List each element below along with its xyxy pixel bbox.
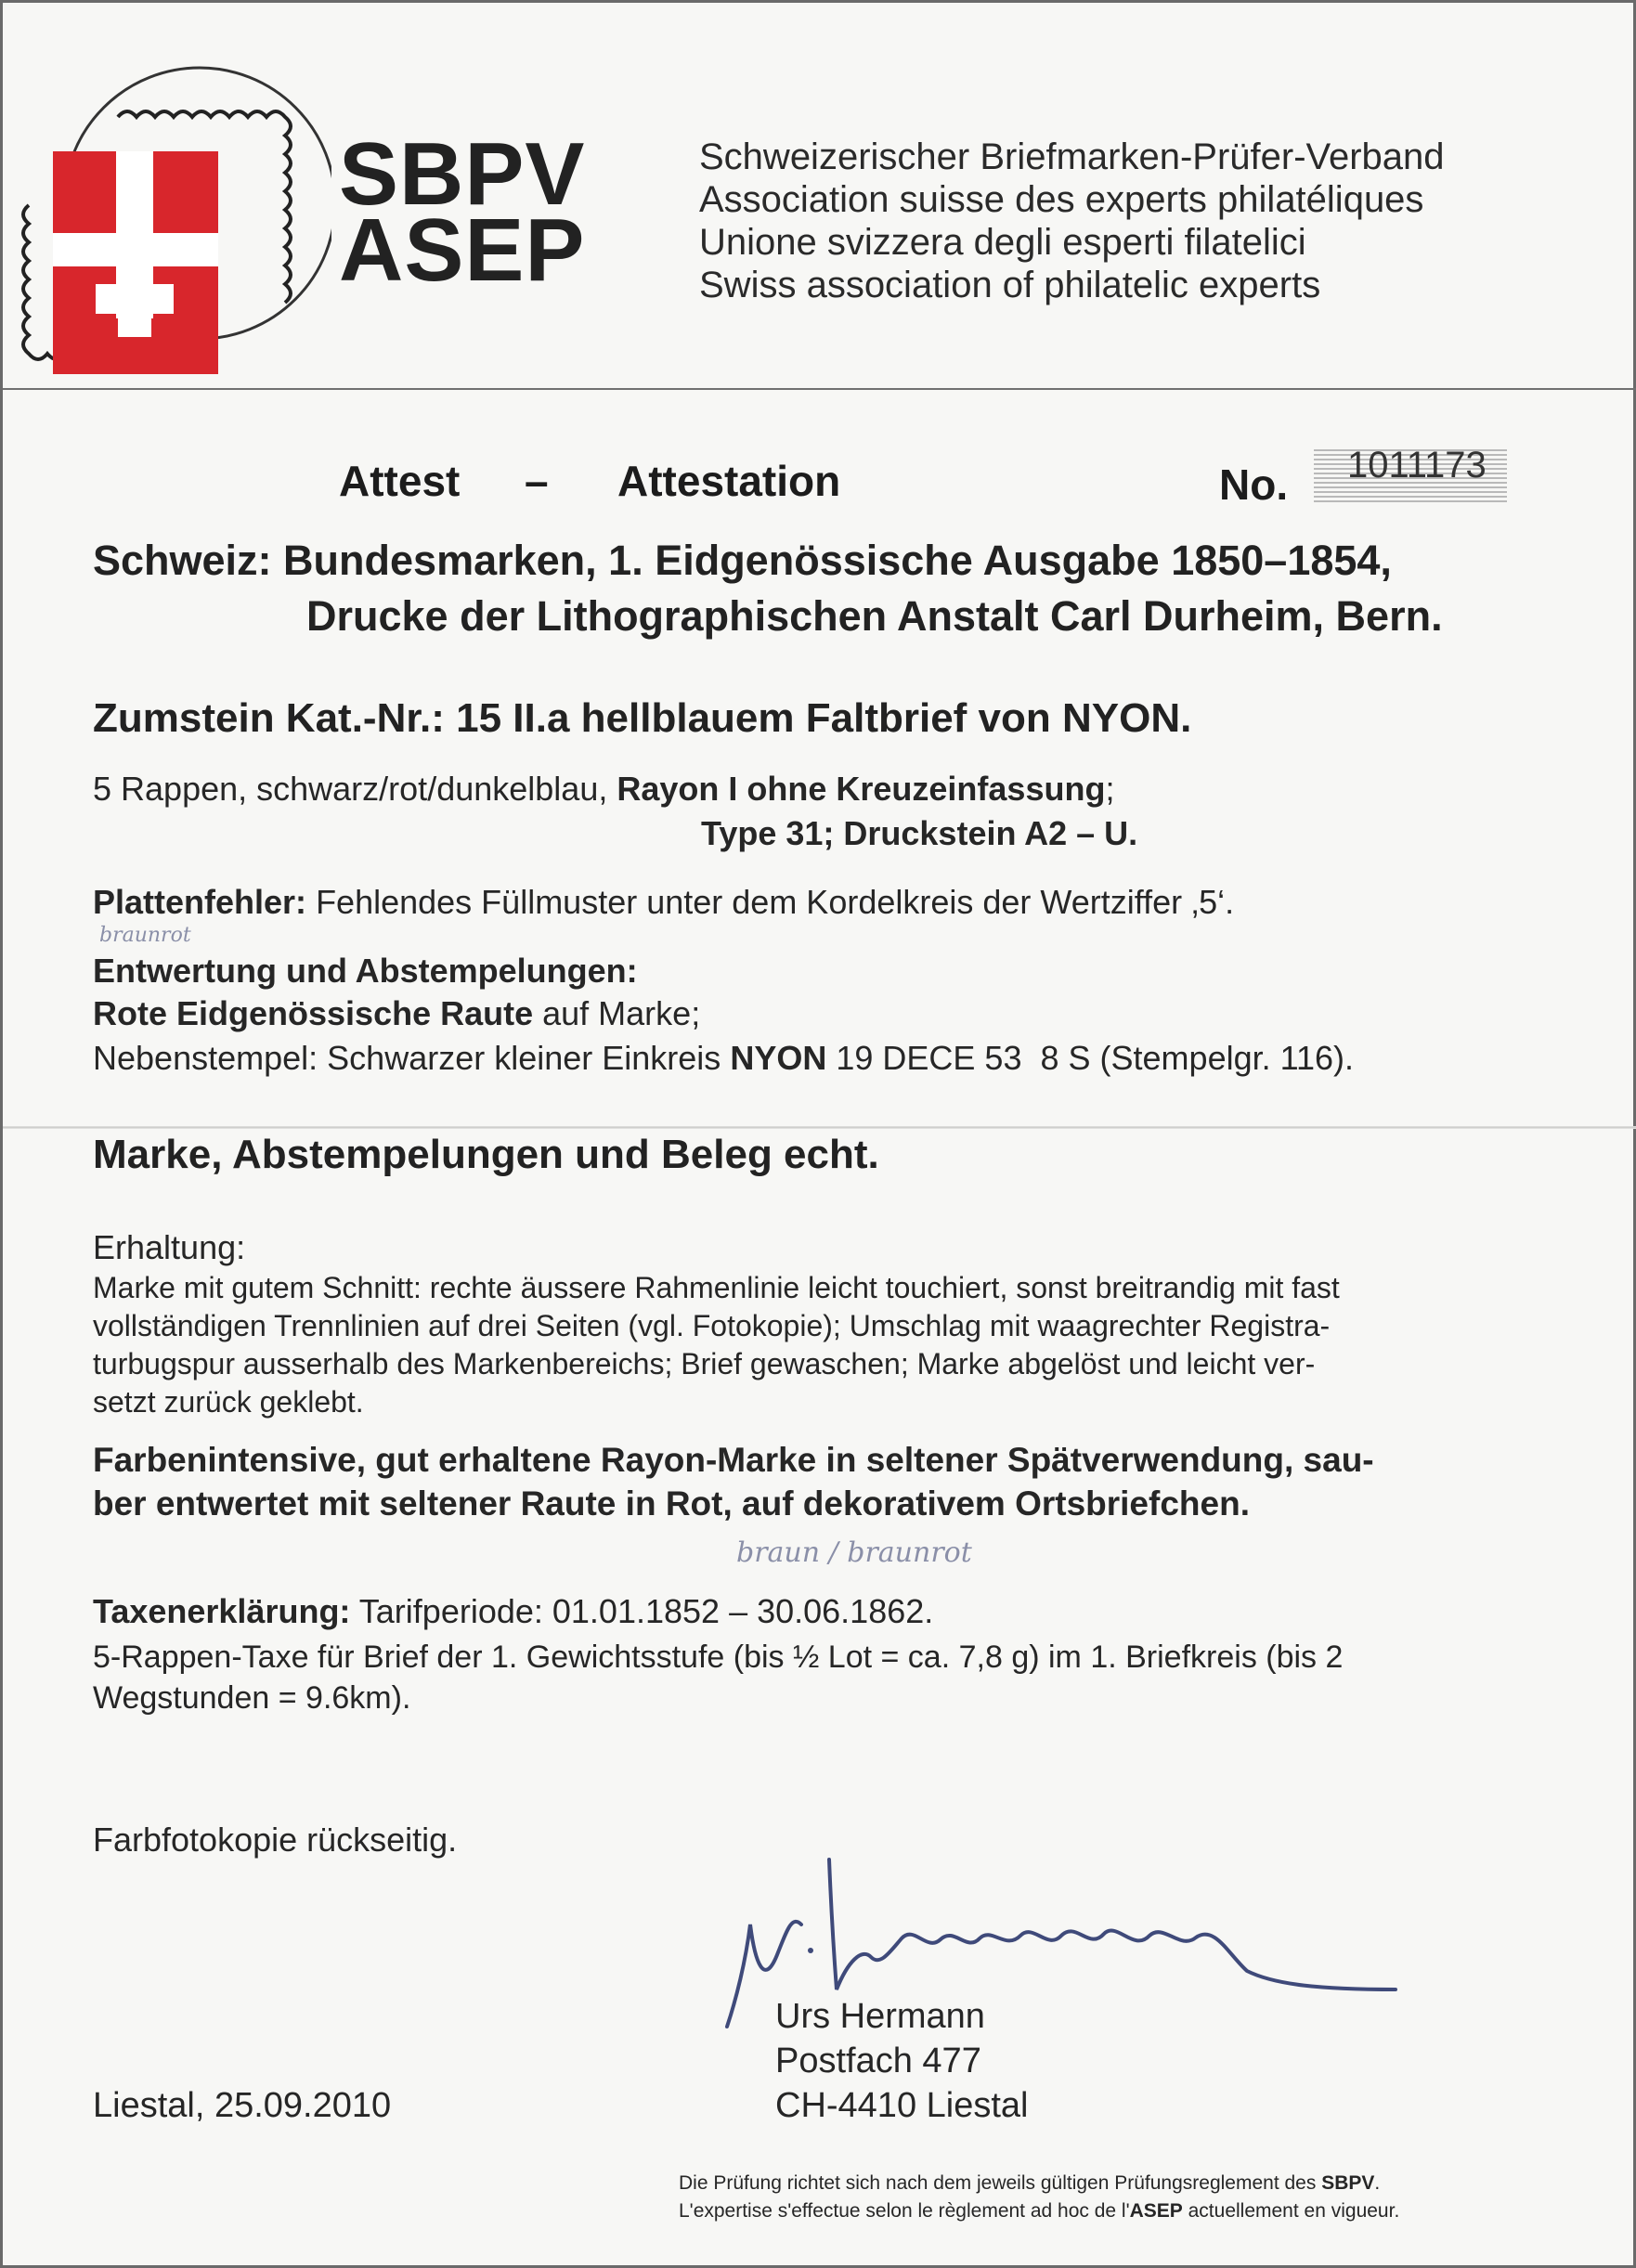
plate-error-text: Fehlendes Füllmuster unter dem Kordelkreis der Wertziffer ‚5‘. bbox=[316, 883, 1235, 921]
certificate-number: 1011173 bbox=[1347, 445, 1487, 486]
footer-line-de bbox=[679, 2170, 1399, 2197]
photocopy-note: Farbfotokopie rückseitig. bbox=[93, 1821, 458, 1859]
side-stamp-place: NYON bbox=[730, 1039, 827, 1077]
footer-note bbox=[679, 2170, 1399, 2225]
title-attest: Attest bbox=[339, 457, 461, 505]
certificate-number-label: No. bbox=[1219, 460, 1289, 509]
signer-address-2: CH-4410 Liestal bbox=[775, 2086, 1029, 2125]
org-name-de: Schweizerischer Briefmarken-Prüfer-Verband bbox=[699, 136, 1445, 177]
place-date: Liestal, 25.09.2010 bbox=[93, 2086, 392, 2125]
signer-address-1: Postfach 477 bbox=[775, 2041, 981, 2080]
side-stamp-ref: (Stempelgr. 116). bbox=[1099, 1039, 1354, 1077]
side-stamp-label: Nebenstempel: bbox=[93, 1039, 318, 1077]
stamp-value: 5 Rappen bbox=[93, 770, 239, 808]
footer-line-fr bbox=[679, 2197, 1399, 2225]
tax-line bbox=[93, 1592, 933, 1631]
brand-asep: ASEP bbox=[339, 201, 586, 300]
verdict: Marke, Abstempelungen und Beleg echt. bbox=[93, 1132, 879, 1177]
stamp-rayon: Rayon I ohne Kreuzeinfassung bbox=[617, 770, 1106, 808]
header-divider bbox=[3, 388, 1636, 390]
cancellation-main-rest: auf Marke; bbox=[533, 994, 701, 1032]
condition-summary bbox=[93, 1438, 1374, 1525]
cancellation-line-2 bbox=[93, 1039, 1354, 1078]
side-stamp-date: 19 DECE 53 8 S bbox=[836, 1039, 1091, 1077]
condition-line: turbugspur ausserhalb des Markenbereichs; Brief gewaschen; Marke abgelöst und leicht ver- bbox=[93, 1347, 1316, 1380]
org-name-en: Swiss association of philatelic experts bbox=[699, 265, 1321, 305]
cancellation-line-1 bbox=[93, 994, 700, 1033]
signature-text: U. Hermann bbox=[671, 1850, 677, 1851]
footer-sbpv: SBPV bbox=[1321, 2172, 1375, 2194]
footer-line-de-end: . bbox=[1374, 2172, 1381, 2194]
paper-fold-line bbox=[3, 1126, 1636, 1129]
catalog-line: Zumstein Kat.-Nr.: 15 II.a hellblauem Faltbrief von NYON. bbox=[93, 695, 1192, 741]
tax-period: Tarifperiode: 01.01.1852 – 30.06.1862. bbox=[358, 1592, 934, 1630]
handwritten-note-braunrot: braunrot bbox=[99, 924, 191, 947]
stamp-rayon-end: ; bbox=[1105, 770, 1115, 808]
plate-error bbox=[93, 883, 1234, 922]
condition-line: vollständigen Trennlinien auf drei Seiten (vgl. Fotokopie); Umschlag mit waagrechter Registra- bbox=[93, 1309, 1331, 1342]
condition-text bbox=[93, 1269, 1340, 1421]
summary-line: ber entwertet mit seltener Raute in Rot, auf dekorativem Ortsbriefchen. bbox=[93, 1484, 1250, 1523]
footer-line-de-text: Die Prüfung richtet sich nach dem jeweils gültigen Prüfungsreglement des bbox=[679, 2172, 1322, 2194]
org-name-it: Unione svizzera degli esperti filatelici bbox=[699, 222, 1306, 263]
handwritten-note-braun: braun / braunrot bbox=[736, 1536, 972, 1569]
summary-line: Farbenintensive, gut erhaltene Rayon-Marke in seltener Spätverwendung, sau- bbox=[93, 1441, 1374, 1479]
brand-sbpv: SBPV bbox=[339, 124, 586, 224]
tax-detail-line: Wegstunden = 9.6km). bbox=[93, 1680, 411, 1716]
tax-text bbox=[93, 1637, 1343, 1718]
subject-line-1: Schweiz: Bundesmarken, 1. Eidgenössische Ausgabe 1850–1854, bbox=[93, 537, 1392, 584]
condition-line: Marke mit gutem Schnitt: rechte äussere Rahmenlinie leicht touchiert, sonst breitrandig mit fast bbox=[93, 1271, 1340, 1304]
stamp-colors: , schwarz/rot/dunkelblau, bbox=[238, 770, 608, 808]
tax-detail-line: 5-Rappen-Taxe für Brief der 1. Gewichtsstufe (bis ½ Lot = ca. 7,8 g) im 1. Briefkreis (bis 2 bbox=[93, 1639, 1344, 1675]
condition-heading: Erhaltung: bbox=[93, 1228, 246, 1266]
title-attestation: Attestation bbox=[617, 457, 841, 505]
footer-asep: ASEP bbox=[1129, 2200, 1183, 2222]
plate-error-label: Plattenfehler: bbox=[93, 883, 307, 921]
stamp-type: Type 31; Druckstein A2 – U. bbox=[701, 814, 1138, 852]
side-stamp-text: Schwarzer kleiner Einkreis bbox=[327, 1039, 721, 1077]
footer-line-fr-text: L'expertise s'effectue selon le règlement ad hoc de l' bbox=[679, 2200, 1130, 2222]
footer-line-fr-end: actuellement en vigueur. bbox=[1182, 2200, 1400, 2222]
signer-name: Urs Hermann bbox=[775, 1997, 985, 2036]
cancellation-heading: Entwertung und Abstempelungen: bbox=[93, 952, 638, 990]
subject-line-2: Drucke der Lithographischen Anstalt Carl Durheim, Bern. bbox=[306, 592, 1443, 640]
org-name-fr: Association suisse des experts philatéliques bbox=[699, 179, 1424, 220]
cancellation-main: Rote Eidgenössische Raute bbox=[93, 994, 534, 1032]
tax-label: Taxenerklärung: bbox=[93, 1592, 351, 1630]
condition-line: setzt zurück geklebt. bbox=[93, 1385, 364, 1419]
title-dash: – bbox=[525, 457, 549, 505]
swiss-cross-stamp-icon bbox=[16, 47, 331, 382]
stamp-description bbox=[93, 770, 1114, 809]
